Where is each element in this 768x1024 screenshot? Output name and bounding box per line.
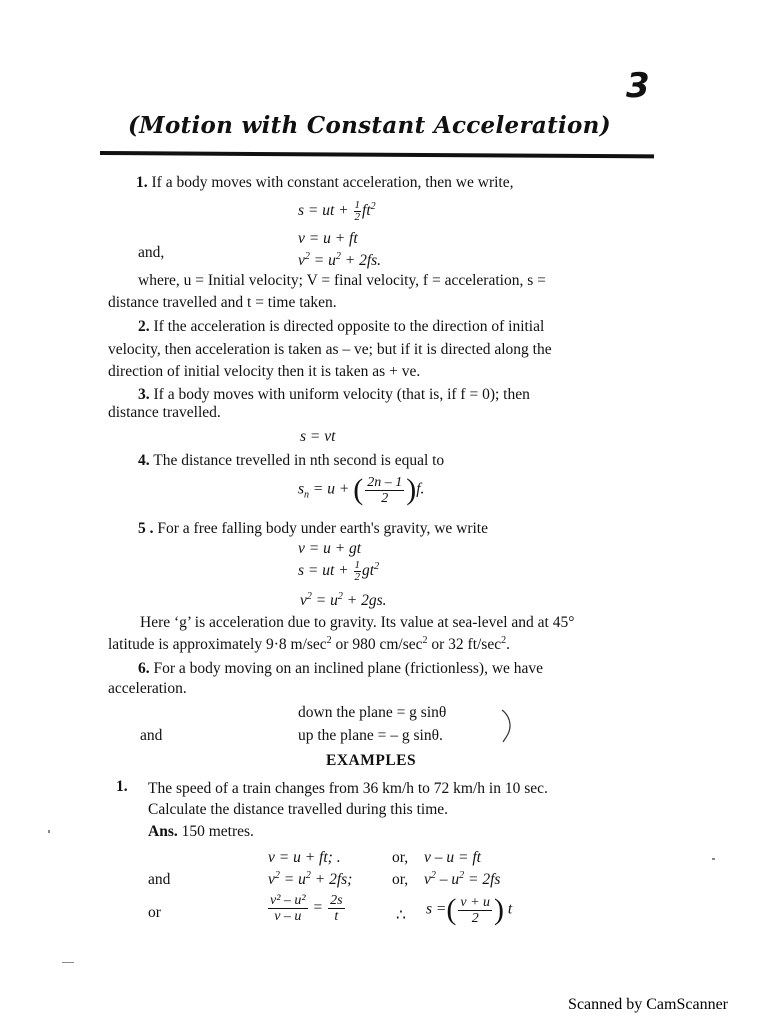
p3-line-2: distance travelled.: [108, 404, 221, 421]
eq-s-ut: [298, 200, 376, 223]
eq-v-gt: v = u + gt: [298, 540, 362, 557]
p5-text: For a free falling body under earth's gravity, we write: [153, 520, 488, 537]
text-part: or 32 ft/sec: [427, 636, 502, 653]
p2-line-2: velocity, then acceleration is taken as – ve; but if it is directed along the: [108, 341, 552, 358]
frac-num: 1: [354, 559, 361, 571]
frac-den: 2: [354, 571, 361, 583]
eq-v-u-ft: v = u + ft: [298, 230, 358, 247]
eq-part: v: [298, 252, 305, 269]
frac-num: v² – u²: [270, 893, 306, 908]
eq-part: s =: [426, 900, 447, 918]
sup: 2: [337, 591, 343, 602]
example-1-number: 1.: [116, 778, 128, 795]
eq-part: = 2fs: [464, 871, 501, 888]
eq-s-vt: s = vt: [300, 428, 336, 445]
scan-speck: [712, 858, 715, 860]
right-paren: ): [406, 473, 417, 506]
sup: 2: [274, 870, 280, 881]
eq-v2: [298, 252, 381, 270]
examples-heading: EXAMPLES: [326, 752, 417, 769]
p6-line-1: [138, 660, 543, 678]
sup: 2: [304, 251, 310, 262]
handwritten-bracket-mark: [498, 708, 518, 744]
work-3-right: [426, 893, 512, 927]
fraction-v2-u2: [268, 893, 308, 924]
work-3-or: or: [148, 904, 161, 921]
equals-sign: =: [313, 899, 323, 917]
left-paren: (: [446, 893, 457, 926]
frac-den: t: [334, 909, 339, 924]
p5-line: [138, 520, 488, 538]
here-line-1: Here ‘g’ is acceleration due to gravity. Its value at sea-level and at 45°: [140, 614, 575, 631]
eq-part: + 2gs.: [342, 592, 387, 609]
sup: 2: [459, 870, 465, 881]
eq-part: t: [507, 900, 513, 918]
fraction-2n: [365, 475, 404, 506]
text-part: .: [506, 636, 510, 653]
work-1-left: v = u + ft; .: [268, 849, 341, 866]
p1-number: 1.: [136, 174, 148, 191]
p3-line-1: [138, 386, 530, 404]
p6-line-2: acceleration.: [108, 680, 187, 697]
p2-number: 2.: [138, 318, 150, 335]
scanner-watermark: Scanned by CamScanner: [568, 996, 728, 1013]
up-the-plane: up the plane = – g sinθ.: [298, 727, 443, 744]
fraction-v-plus-u: [458, 895, 492, 926]
frac-den: 2: [471, 910, 479, 926]
work-3-left: [266, 893, 347, 924]
eq-part: v: [300, 592, 307, 609]
answer-line: [148, 823, 254, 841]
eq-sn: [298, 473, 424, 507]
eq-part: v: [268, 871, 275, 888]
p5-number: 5 .: [138, 520, 154, 537]
p2-text: If the acceleration is directed opposite to the direction of initial: [149, 318, 545, 335]
example-1-line-2: Calculate the distance travelled during this time.: [148, 801, 449, 818]
sup: 2: [422, 635, 428, 646]
p4-line: [138, 452, 444, 470]
p3-text: If a body moves with uniform velocity (that is, if f = 0); then: [149, 386, 530, 403]
frac-den: v – u: [274, 909, 302, 924]
work-2-right: [424, 871, 500, 889]
eq-part: gt: [362, 562, 375, 580]
eq-part: + 2fs.: [340, 252, 382, 269]
sup: 2: [430, 870, 436, 881]
answer-value: 150 metres.: [177, 823, 254, 840]
eq-v2-gs: [300, 592, 386, 610]
sup: 2: [305, 870, 311, 881]
eq-part: = u: [311, 592, 338, 609]
frac-den: 2: [381, 490, 389, 506]
fraction-half: [354, 560, 362, 583]
frac-num: 2s: [330, 893, 343, 908]
chapter-title: (Motion with Constant Acceleration): [128, 112, 611, 139]
chapter-number: 3: [626, 66, 650, 106]
eq-part: ft: [362, 202, 371, 220]
eq-part: s: [298, 480, 305, 498]
sup: 2: [306, 591, 312, 602]
sup: 2: [374, 561, 380, 573]
here-line-2: [108, 636, 510, 654]
eq-part: = u: [279, 871, 306, 888]
sup: 2: [335, 251, 341, 262]
sup: 2: [326, 635, 332, 646]
left-paren: (: [353, 473, 364, 506]
p1-line: [136, 174, 513, 192]
eq-part: + 2fs;: [310, 871, 353, 888]
and-label: and,: [138, 244, 165, 261]
and-label-2: and: [140, 727, 163, 744]
eq-part: s = ut +: [298, 562, 353, 580]
where-line-1: where, u = Initial velocity; V = final velocity, f = acceleration, s =: [138, 272, 546, 289]
fraction-half: [354, 200, 362, 223]
down-the-plane: down the plane = g sinθ: [298, 704, 447, 721]
eq-part: = u +: [309, 480, 354, 498]
example-1-line-1: The speed of a train changes from 36 km/h to 72 km/h in 10 sec.: [148, 780, 548, 797]
where-line-2: distance travelled and t = time taken.: [108, 294, 337, 311]
title-rule: [100, 151, 654, 158]
answer-label: Ans.: [148, 823, 178, 840]
p3-number: 3.: [138, 386, 150, 403]
sup: 2: [501, 635, 507, 646]
work-1-right: v – u = ft: [424, 849, 481, 866]
fraction-2s-t: [328, 893, 344, 924]
p6-text: For a body moving on an inclined plane (frictionless), we have: [149, 660, 544, 677]
work-2-or: or,: [392, 871, 409, 888]
eq-s-gt2: [298, 560, 379, 583]
p4-text: The distance trevelled in nth second is equal to: [149, 452, 445, 469]
p6-number: 6.: [138, 660, 150, 677]
eq-part: s = ut +: [298, 202, 353, 220]
p2-line-3: direction of initial velocity then it is taken as + ve.: [108, 363, 421, 380]
work-1-or: or,: [392, 849, 409, 866]
eq-part: f.: [416, 480, 425, 498]
p2-line-1: [138, 318, 544, 336]
work-2-and: and: [148, 871, 171, 888]
frac-num: v + u: [460, 894, 491, 910]
frac-num: 2n – 1: [367, 474, 403, 490]
eq-part: = u: [309, 252, 336, 269]
p1-text: If a body moves with constant acceleration, then we write,: [147, 174, 514, 191]
eq-part: v: [424, 871, 431, 888]
text-part: or 980 cm/sec: [331, 636, 423, 653]
frac-num: 1: [354, 199, 361, 211]
scan-speck: [62, 962, 74, 963]
scan-speck: [48, 830, 50, 833]
frac-den: 2: [354, 211, 361, 223]
right-paren: ): [494, 893, 505, 926]
therefore-symbol: ∴: [396, 907, 406, 924]
eq-part: – u: [435, 871, 460, 888]
sub: n: [304, 489, 310, 501]
sup: 2: [370, 201, 376, 213]
work-2-left: [268, 871, 352, 889]
text-part: latitude is approximately 9·8 m/sec: [108, 636, 327, 653]
p4-number: 4.: [138, 452, 150, 469]
